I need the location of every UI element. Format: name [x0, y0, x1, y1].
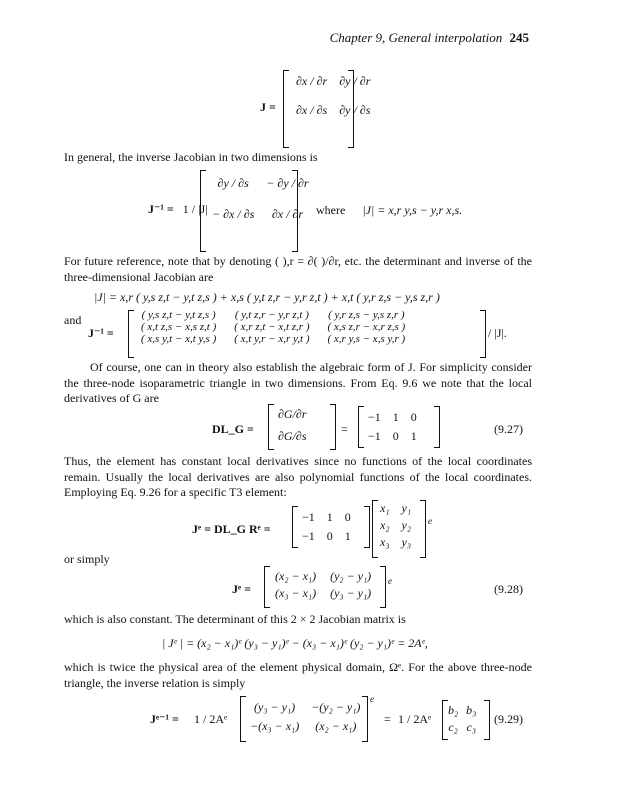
text-future-reference: For future reference, note that by denoting ( ),r = ∂( )/∂r, etc. the determinant and inverse of the three-dimensional Jacobian are — [64, 254, 532, 284]
text-twice-area: which is twice the physical area of the element physical domain, Ωᵉ. For the above three-node triangle, the inverse relation is simply — [64, 660, 532, 690]
text-also-constant: which is also constant. The determinant of this 2 × 2 Jacobian matrix is — [64, 612, 406, 626]
eq-929-coef: 1 / 2Aᵉ — [194, 712, 228, 726]
eq-927-matrix-bracket-right — [434, 406, 440, 448]
page-header — [330, 30, 529, 46]
eq-929-number: (9.29) — [494, 712, 523, 726]
eq-t3-superscript: e — [428, 516, 432, 526]
eq-927-matrix: −1 1 0 −1 0 1 — [368, 410, 417, 443]
eq-t3-matrix-bracket-right — [364, 506, 370, 548]
text-or-simply: or simply — [64, 552, 110, 566]
eq-determinant-3d: |J| = x,r ( y,s z,t − y,t z,s ) + x,s ( y,t z,r − y,r z,t ) + x,t ( y,r z,s − y,s z,r ) — [94, 290, 440, 304]
eq-t3-coords-bracket-right — [420, 500, 426, 558]
eq-927-col-bracket-right — [330, 404, 336, 450]
eq-determinant-t3: | Jᵉ | = (x₂ − x₁)ᵉ (y₃ − y₁)ᵉ − (x₃ − x₁)ᵉ (y₂ − y₁)ᵉ = 2Aᵉ, — [162, 636, 428, 650]
text-inverse-intro: In general, the inverse Jacobian in two dimensions is — [64, 150, 318, 164]
eq-t3-coords: x₁ y₁ x₂ y₂ x₃ y₃ — [380, 501, 411, 549]
eq-928-matrix: (x₂ − x₁) (y₂ − y₁) (x₃ − x₁) (y₃ − y₁) — [275, 569, 372, 600]
eq-928-number: (9.28) — [494, 582, 523, 596]
eq-jinv-where: where |J| = x,r y,s − y,r x,s. — [316, 203, 463, 217]
eq-929-lhs: Jᵉ⁻¹ = — [150, 712, 179, 726]
eq-927-number: (9.27) — [494, 422, 523, 436]
eq-t3-matrix: −1 1 0 −1 0 1 — [302, 510, 351, 543]
eq-jinv-matrix: ∂y / ∂s − ∂y / ∂r − ∂x / ∂s ∂x / ∂r — [212, 176, 309, 221]
eq-jinv3-tail: / |J|. — [488, 326, 507, 340]
eq-927-lhs: DL_G = — [212, 422, 254, 436]
eq-929-matrix2: b₂ b₃ c₂ c₃ — [448, 703, 477, 734]
eq-928-lhs: Jᵉ = — [232, 582, 251, 596]
eq-jacobian-lhs: J = — [260, 100, 276, 114]
eq-927-col-bracket-left — [268, 404, 274, 450]
eq-t3-lhs: Jᵉ = DL_G Rᵉ = — [192, 522, 271, 536]
eq-jinv-lhs: J⁻¹ = 1 / |J| — [148, 202, 208, 216]
eq-927-equals: = — [341, 422, 348, 436]
eq-927-col-bottom: ∂G/∂s — [278, 429, 307, 443]
eq-jacobian-matrix: ∂x / ∂r ∂y / ∂r ∂x / ∂s ∂y / ∂s — [296, 74, 371, 117]
eq-jacobian-bracket-left — [283, 70, 289, 148]
eq-jinv3-lhs: J⁻¹ = — [88, 326, 114, 340]
eq-jinv3-bracket-right — [480, 310, 486, 358]
eq-928-superscript: e — [388, 576, 392, 586]
eq-929-coef2: 1 / 2Aᵉ — [398, 712, 432, 726]
text-constant-derivatives: Thus, the element has constant local derivatives since no functions of the local coordinates remain. Usually the local derivatives are also polynomial functions of the local coordinates. Employing Eq. 9.26 for a specific T3 element: — [64, 454, 532, 499]
eq-929-matrix2-bracket-right — [484, 700, 490, 740]
eq-jinv3-matrix: ( y,s z,t − y,t z,s ) ( y,t z,r − y,r z,t ) ( y,r z,s − y,s z,r ) ( x,t z,s − x,s z,t ) ( x,r z,t − x,t z,r ) ( x,s z,r − x,r z,s ) ( x,s y,t − x,t y,s ) ( x,t y,r − x,r y,t ) ( x,r y,s − x,s y,r ) — [141, 309, 406, 345]
eq-929-matrix: (y₃ − y₁) −(y₂ − y₁) −(x₃ − x₁) (x₂ − x₁) — [250, 700, 361, 733]
chapter-title: Chapter 9, General interpolation — [329, 30, 503, 45]
page-number: 245 — [509, 30, 529, 45]
eq-929-superscript: e — [370, 694, 374, 704]
eq-927-col-top: ∂G/∂r — [278, 407, 307, 421]
text-algebraic-form: Of course, one can in theory also establish the algebraic form of J. For simplicity consider the three-node isoparametric triangle in two dimensions. From Eq. 9.6 we note that the local derivatives of G are — [64, 360, 532, 405]
eq-928-bracket-right — [380, 566, 386, 608]
eq-929-equals: = — [384, 712, 391, 726]
eq-jinv3-and: and — [64, 313, 82, 327]
